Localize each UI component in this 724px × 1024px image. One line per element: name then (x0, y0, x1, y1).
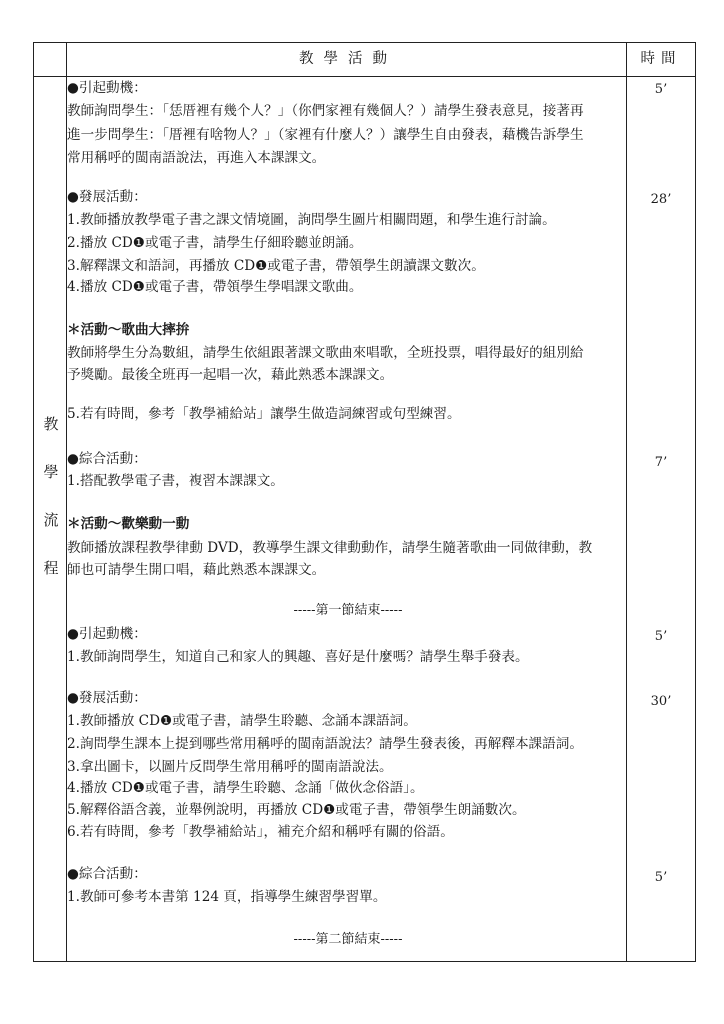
section-heading: ●發展活動： (67, 189, 147, 205)
text-line: 5.解釋俗語含義，並舉例說明，再播放 CD❶或電子書，帶領學生朗誦數次。 (67, 802, 526, 818)
text-line: 6.若有時間，參考「教學補給站」，補充介紹和稱呼有關的俗語。 (67, 824, 454, 840)
side-label-char: 流 (43, 511, 59, 529)
section-heading: ●綜合活動： (67, 866, 147, 882)
text-line: 4.播放 CD❶或電子書，請學生聆聽、念誦「做伙念俗語」。 (67, 780, 424, 796)
time-value: 5’ (654, 629, 668, 644)
header-divider (33, 76, 696, 77)
time-value: 28’ (650, 192, 672, 207)
text-line: 進一步問學生：「厝裡有啥物人？」（家裡有什麼人？）讓學生自由發表，藉機告訴學生 (67, 127, 584, 143)
text-line: 1.教師播放教學電子書之課文情境圖，詢問學生圖片相關問題，和學生進行討論。 (67, 212, 556, 228)
section-heading: ●發展活動： (67, 690, 147, 706)
time-value: 7’ (654, 455, 668, 470)
time-value: 5’ (654, 870, 668, 885)
text-line: 4.播放 CD❶或電子書，帶領學生學唱課文歌曲。 (67, 279, 363, 295)
side-label (36, 412, 66, 604)
section-heading: ●引起動機： (67, 626, 147, 642)
section-end-marker: -----第一節結束----- (293, 603, 403, 618)
activity-title: ＊活動～歌曲大摔拚 (67, 322, 190, 338)
text-line: 1.教師播放 CD❶或電子書，請學生聆聽、念誦本課語詞。 (67, 713, 417, 729)
time-value: 30’ (650, 694, 672, 709)
section-heading: ●引起動機： (67, 80, 147, 96)
side-label-char: 程 (43, 559, 59, 577)
text-line: 師也可請學生開口唱，藉此熟悉本課課文。 (67, 562, 326, 578)
text-line: 2.播放 CD❶或電子書，請學生仔細聆聽並朗誦。 (67, 235, 363, 251)
side-label-char: 教 (43, 415, 59, 433)
header-title: 教學活動 (299, 51, 397, 67)
text-line: 5.若有時間，參考「教學補給站」讓學生做造詞練習或句型練習。 (67, 406, 461, 422)
text-line: 教師詢問學生：「恁厝裡有幾个人？」（你們家裡有幾個人？）請學生發表意見，接著再 (67, 103, 584, 119)
header-time: 時間 (640, 51, 682, 67)
text-line: 1.教師可參考本書第 124 頁，指導學生練習學習單。 (67, 889, 387, 905)
text-line: 3.拿出圖卡，以圖片反問學生常用稱呼的閩南語說法。 (67, 759, 393, 775)
time-value: 5’ (654, 82, 668, 97)
text-line: 教師將學生分為數組，請學生依組跟著課文歌曲來唱歌，全班投票，唱得最好的組別給 (67, 345, 584, 361)
text-line: 3.解釋課文和語詞，再播放 CD❶或電子書，帶領學生朗讀課文數次。 (67, 258, 485, 274)
text-line: 2.詢問學生課本上提到哪些常用稱呼的閩南語說法？請學生發表後，再解釋本課語詞。 (67, 736, 583, 752)
text-line: 1.教師詢問學生，知道自己和家人的興趣、喜好是什麼嗎？請學生舉手發表。 (67, 649, 529, 665)
text-line: 常用稱呼的閩南語說法，再進入本課課文。 (67, 150, 326, 166)
section-end-marker: -----第二節結束----- (293, 932, 403, 947)
activity-title: ＊活動～歡樂動一動 (67, 516, 190, 532)
text-line: 教師播放課程教學律動 DVD，教導學生課文律動動作，請學生隨著歌曲一同做律動，教 (67, 540, 593, 556)
side-label-char: 學 (43, 463, 59, 481)
section-heading: ●綜合活動： (67, 451, 147, 467)
text-line: 予獎勵。最後全班再一起唱一次，藉此熟悉本課課文。 (67, 367, 394, 383)
text-line: 1.搭配教學電子書，複習本課課文。 (67, 473, 284, 489)
